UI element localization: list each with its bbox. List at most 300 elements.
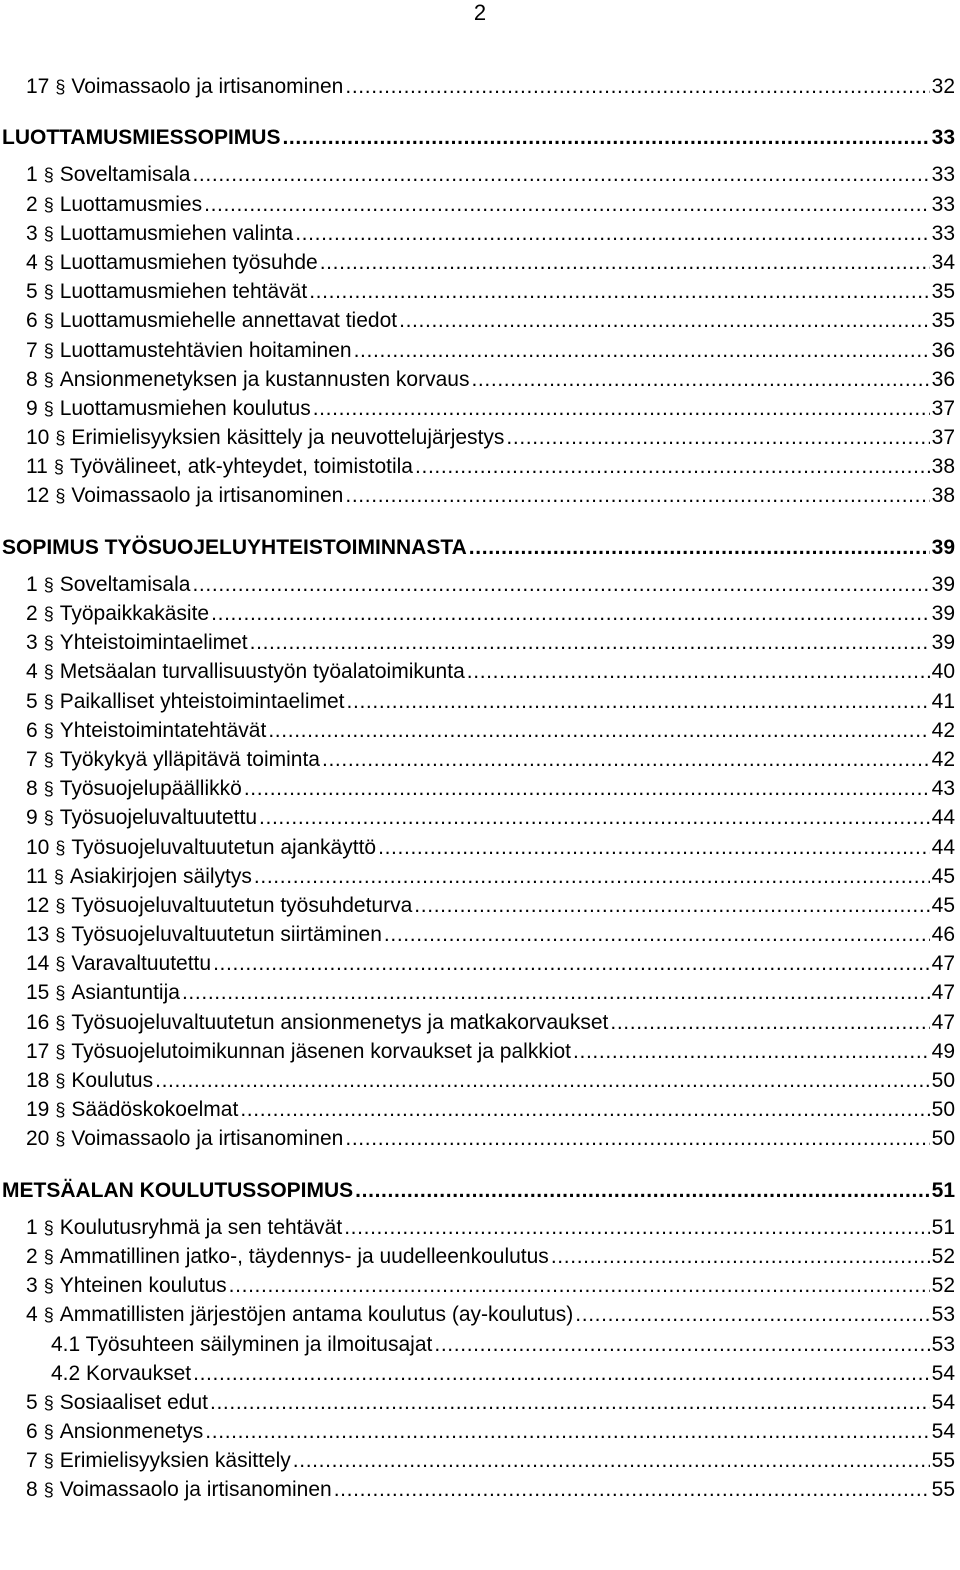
- section-sign-icon: §: [55, 1012, 66, 1033]
- toc-page-number: 53: [931, 1332, 955, 1356]
- toc-page-number: 42: [931, 718, 955, 742]
- section-sign-icon: §: [55, 428, 66, 449]
- dot-leader: [192, 160, 929, 189]
- dot-leader: [334, 1475, 930, 1504]
- section-number: 1: [26, 163, 38, 187]
- section-number: 17: [26, 75, 50, 98]
- toc-entry[interactable]: [0, 833, 960, 862]
- toc-entry-label: [26, 1242, 549, 1272]
- toc-entry-label: [26, 1417, 203, 1447]
- section-sign-icon: §: [43, 691, 54, 712]
- toc-entry-title: Työsuojeluvaltuutetun siirtäminen: [71, 923, 382, 947]
- section-number: 10: [26, 835, 50, 859]
- section-sign-icon: §: [55, 925, 66, 946]
- toc-page-number: 55: [931, 1478, 955, 1502]
- toc-page-number: 37: [931, 426, 955, 450]
- section-number: 1: [26, 572, 38, 596]
- toc-entry[interactable]: [0, 336, 960, 365]
- toc-entry-label: [26, 1475, 332, 1505]
- section-number: 2: [26, 1244, 38, 1268]
- toc-entry[interactable]: [0, 394, 960, 423]
- toc-entry-title: Soveltamisala: [59, 163, 191, 187]
- section-number: 6: [26, 309, 38, 333]
- dot-leader: [347, 687, 930, 716]
- toc-entry-label: [26, 833, 376, 863]
- toc-entry-label: [26, 862, 252, 892]
- toc-entry-label: [51, 1359, 191, 1388]
- dot-leader: [229, 1271, 930, 1300]
- toc-page-number: 50: [931, 1098, 955, 1122]
- toc-entry-label: [26, 306, 397, 336]
- toc-heading[interactable]: [0, 533, 960, 562]
- toc-entry-label: [26, 277, 307, 307]
- toc-entry-label: [26, 248, 318, 278]
- dot-leader: [313, 394, 930, 423]
- toc-entry-label: [26, 1388, 208, 1418]
- section-sign-icon: §: [43, 604, 54, 624]
- section-number: 19: [26, 1098, 50, 1122]
- subsection-number: 4.1: [51, 1332, 86, 1356]
- toc-page-number: 33: [931, 126, 955, 150]
- toc-entry-title: Voimassaolo ja irtisanominen: [59, 1478, 332, 1502]
- section-sign-icon: §: [43, 574, 54, 595]
- toc-entry-title: METSÄALAN KOULUTUSSOPIMUS: [2, 1178, 354, 1202]
- dot-leader: [205, 1417, 929, 1446]
- toc-entry-label: [26, 365, 469, 395]
- toc-entry-title: Koulutus: [71, 1069, 154, 1092]
- dot-leader: [282, 123, 929, 152]
- section-sign-icon: §: [43, 311, 54, 332]
- section-sign-icon: §: [55, 983, 66, 1004]
- toc-entry-label: [26, 160, 190, 190]
- section-number: 11: [26, 455, 48, 479]
- toc-entry-label: [26, 423, 504, 453]
- section-number: 10: [26, 426, 50, 450]
- dot-leader: [295, 219, 929, 248]
- toc-entry-title: SOPIMUS TYÖSUOJELUYHTEISTOIMINNASTA: [2, 535, 467, 559]
- section-number: 4: [26, 1303, 38, 1327]
- section-sign-icon: §: [43, 1276, 54, 1297]
- toc-entry-label: [51, 1330, 432, 1359]
- toc-entry-title: Työsuojelutoimikunnan jäsenen korvaukset ja palkkiot: [71, 1039, 571, 1063]
- dot-leader: [211, 599, 930, 628]
- section-sign-icon: §: [43, 1246, 54, 1267]
- dot-leader: [254, 862, 930, 891]
- section-number: 11: [26, 864, 48, 888]
- toc-heading[interactable]: [0, 1176, 960, 1205]
- toc-page-number: 45: [931, 893, 955, 917]
- toc-page-number: 54: [931, 1361, 955, 1385]
- toc-entry-title: Luottamusmiehen koulutus: [59, 396, 311, 420]
- toc-entry-label: [26, 1124, 343, 1154]
- toc-entry[interactable]: [0, 1388, 960, 1417]
- toc-page-number: 47: [931, 1010, 955, 1034]
- toc-entry[interactable]: [0, 160, 960, 189]
- toc-page-number: 38: [931, 455, 955, 479]
- toc-page-number: 52: [931, 1244, 955, 1268]
- toc-page-number: 44: [931, 835, 955, 859]
- toc-entry[interactable]: [0, 277, 960, 306]
- dot-leader: [506, 423, 929, 452]
- toc-page-number: 39: [931, 535, 955, 559]
- toc-entry[interactable]: [0, 978, 960, 1007]
- toc-entry[interactable]: [0, 1037, 960, 1066]
- section-number: 15: [26, 981, 50, 1005]
- toc-page-number: 55: [931, 1449, 955, 1473]
- toc-entry-title: Asiantuntija: [71, 981, 180, 1005]
- toc-page-number: 35: [931, 309, 955, 333]
- toc-entry-label: [26, 803, 257, 833]
- toc-entry[interactable]: [0, 599, 960, 628]
- section-sign-icon: §: [43, 633, 54, 654]
- toc-entry-title: Voimassaolo ja irtisanominen: [71, 75, 344, 98]
- toc-entry[interactable]: [0, 1330, 960, 1359]
- toc-entry-label: [2, 123, 280, 152]
- toc-entry-label: [26, 452, 413, 482]
- dot-leader: [378, 833, 930, 862]
- section-number: 12: [26, 484, 50, 508]
- toc-entry[interactable]: [0, 1095, 960, 1124]
- toc-page-number: 37: [931, 396, 955, 420]
- toc-entry-title: Luottamusmiehelle annettavat tiedot: [59, 309, 398, 333]
- toc-entry[interactable]: [0, 219, 960, 248]
- section-sign-icon: §: [43, 223, 54, 244]
- dot-leader: [399, 306, 930, 335]
- toc-entry-label: [26, 72, 343, 102]
- toc-entry[interactable]: [0, 745, 960, 774]
- toc-entry[interactable]: [0, 365, 960, 394]
- section-number: 7: [26, 338, 38, 362]
- toc-entry-title: Yhteinen koulutus: [59, 1274, 227, 1298]
- section-sign-icon: §: [43, 165, 54, 186]
- toc-entry-label: [26, 1446, 291, 1476]
- toc-entry-title: Ansionmenetys: [59, 1420, 204, 1444]
- toc-entry-label: [26, 745, 320, 775]
- toc-entry-title: Työsuojeluvaltuutettu: [59, 806, 257, 830]
- toc-page-number: 54: [931, 1420, 955, 1444]
- toc-page-number: 39: [931, 602, 955, 625]
- toc-page-number: 52: [931, 1274, 955, 1298]
- section-sign-icon: §: [55, 1100, 66, 1121]
- section-sign-icon: §: [43, 749, 54, 770]
- section-sign-icon: §: [43, 1305, 54, 1326]
- toc-entry[interactable]: [0, 481, 960, 510]
- toc-page-number: 32: [931, 75, 955, 98]
- toc-entry-label: [26, 657, 465, 687]
- toc-entry-label: [26, 1271, 227, 1301]
- toc-page-number: 40: [931, 660, 955, 684]
- toc-entry[interactable]: [0, 1417, 960, 1446]
- dot-leader: [213, 949, 930, 978]
- toc-entry-label: [26, 1066, 153, 1096]
- section-number: 8: [26, 777, 38, 801]
- section-sign-icon: §: [55, 77, 66, 97]
- toc-entry-label: [26, 1037, 571, 1067]
- dot-leader: [384, 920, 930, 949]
- dot-leader: [155, 1066, 930, 1095]
- toc-entry-label: [26, 481, 343, 511]
- section-number: 4: [26, 250, 38, 274]
- toc-entry[interactable]: [0, 1008, 960, 1037]
- section-sign-icon: §: [43, 398, 54, 419]
- toc-entry[interactable]: [0, 716, 960, 745]
- dot-leader: [250, 628, 930, 657]
- toc-page-number: 54: [931, 1390, 955, 1414]
- dot-leader: [345, 72, 929, 101]
- toc-entry-title: Yhteistoimintatehtävät: [59, 718, 267, 742]
- toc-entry-title: Sosiaaliset edut: [59, 1390, 208, 1414]
- section-number: 8: [26, 367, 38, 391]
- toc-entry[interactable]: [0, 570, 960, 599]
- toc-page-number: 33: [931, 192, 955, 216]
- toc-entry[interactable]: [0, 1359, 960, 1388]
- toc-page-number: 47: [931, 981, 955, 1005]
- toc-entry-title: Työsuojeluvaltuutetun ajankäyttö: [71, 835, 377, 859]
- section-number: 9: [26, 396, 38, 420]
- toc-entry-label: [2, 1176, 353, 1205]
- section-number: 17: [26, 1039, 50, 1063]
- toc-entry[interactable]: [0, 657, 960, 686]
- dot-leader: [414, 891, 929, 920]
- toc-entry-title: Yhteistoimintaelimet: [59, 631, 248, 655]
- page-number: 2: [473, 0, 487, 25]
- toc-page-number: 43: [931, 777, 955, 801]
- toc-entry-title: Työsuojeluvaltuutetun ansionmenetys ja matkakorvaukset: [71, 1010, 609, 1034]
- section-number: 3: [26, 631, 38, 655]
- toc-entry[interactable]: [0, 774, 960, 803]
- section-sign-icon: §: [53, 866, 64, 887]
- toc-entry-label: [26, 336, 352, 366]
- toc-entry[interactable]: [0, 1446, 960, 1475]
- toc-entry-title: Soveltamisala: [59, 572, 191, 596]
- toc-entry-label: [26, 920, 382, 950]
- dot-leader: [240, 1095, 929, 1124]
- toc-entry-label: [26, 599, 209, 629]
- toc-entry-title: Voimassaolo ja irtisanominen: [71, 484, 344, 508]
- section-sign-icon: §: [55, 1071, 66, 1091]
- toc-entry-title: Metsäalan turvallisuustyön työalatoimikunta: [59, 660, 465, 684]
- section-sign-icon: §: [55, 837, 66, 858]
- table-of-contents: [0, 72, 960, 1505]
- section-number: 5: [26, 1390, 38, 1414]
- section-sign-icon: §: [43, 779, 54, 800]
- toc-entry-label: [26, 628, 248, 658]
- toc-entry[interactable]: [0, 1213, 960, 1242]
- toc-entry-title: LUOTTAMUSMIESSOPIMUS: [2, 126, 281, 150]
- toc-entry-title: Luottamusmiehen valinta: [59, 221, 294, 245]
- dot-leader: [182, 978, 930, 1007]
- toc-entry-title: Korvaukset: [86, 1361, 192, 1385]
- dot-leader: [244, 774, 930, 803]
- toc-entry-title: Ansionmenetyksen ja kustannusten korvaus: [59, 367, 470, 391]
- dot-leader: [293, 1446, 930, 1475]
- toc-entry[interactable]: [0, 920, 960, 949]
- toc-entry[interactable]: [0, 423, 960, 452]
- section-number: 9: [26, 806, 38, 830]
- toc-entry-label: [2, 533, 467, 562]
- toc-page-number: 35: [931, 280, 955, 304]
- toc-page-number: 46: [931, 923, 955, 947]
- section-number: 18: [26, 1069, 50, 1092]
- toc-entry[interactable]: [0, 248, 960, 277]
- toc-entry-title: Asiakirjojen säilytys: [69, 864, 252, 888]
- dot-leader: [309, 277, 929, 306]
- dot-leader: [345, 481, 929, 510]
- section-sign-icon: §: [43, 252, 54, 273]
- toc-entry[interactable]: [0, 891, 960, 920]
- toc-entry-label: [26, 219, 293, 249]
- section-sign-icon: §: [43, 662, 54, 683]
- dot-leader: [210, 1388, 930, 1417]
- toc-entry-title: Luottamustehtävien hoitaminen: [59, 338, 352, 362]
- dot-leader: [355, 1176, 929, 1205]
- dot-leader: [551, 1242, 930, 1271]
- toc-entry-title: Työsuojelupäällikkö: [59, 777, 242, 801]
- section-sign-icon: §: [43, 369, 54, 390]
- toc-entry-title: Ammatillinen jatko-, täydennys- ja uudelleenkoulutus: [59, 1244, 549, 1268]
- section-number: 4: [26, 660, 38, 684]
- section-number: 8: [26, 1478, 38, 1502]
- subsection-number: 4.2: [51, 1361, 87, 1385]
- toc-entry[interactable]: [0, 1066, 960, 1095]
- toc-entry[interactable]: [0, 628, 960, 657]
- toc-entry-title: Työpaikkakäsite: [59, 602, 210, 625]
- section-sign-icon: §: [55, 486, 66, 507]
- dot-leader: [415, 452, 930, 481]
- toc-entry[interactable]: [0, 1242, 960, 1271]
- toc-entry[interactable]: [0, 1475, 960, 1504]
- toc-entry[interactable]: [0, 1124, 960, 1153]
- dot-leader: [469, 533, 930, 562]
- section-number: 16: [26, 1010, 50, 1034]
- toc-entry-title: Ammatillisten järjestöjen antama koulutus (ay-koulutus): [59, 1303, 574, 1327]
- dot-leader: [268, 716, 929, 745]
- section-number: 5: [26, 280, 38, 304]
- section-number: 12: [26, 893, 50, 917]
- toc-entry-title: Erimielisyyksien käsittely: [59, 1449, 291, 1473]
- toc-entry-label: [26, 1300, 573, 1330]
- section-number: 3: [26, 1274, 38, 1298]
- section-number: 2: [26, 192, 38, 216]
- toc-entry-label: [26, 1008, 608, 1038]
- toc-entry-title: Työsuojeluvaltuutetun työsuhdeturva: [71, 893, 413, 917]
- toc-page-number: 45: [931, 864, 955, 888]
- toc-page-number: 33: [931, 221, 955, 245]
- toc-entry-title: Paikalliset yhteistoimintaelimet: [59, 689, 345, 713]
- toc-entry-title: Voimassaolo ja irtisanominen: [71, 1127, 344, 1151]
- toc-entry-label: [26, 949, 211, 979]
- dot-leader: [193, 1359, 930, 1388]
- section-sign-icon: §: [43, 720, 54, 741]
- toc-entry-title: Luottamusmiehen tehtävät: [59, 280, 308, 304]
- section-number: 2: [26, 602, 38, 625]
- toc-entry[interactable]: [0, 862, 960, 891]
- dot-leader: [320, 248, 930, 277]
- toc-entry[interactable]: [0, 803, 960, 832]
- toc-page-number: 51: [931, 1178, 955, 1202]
- dot-leader: [322, 745, 930, 774]
- toc-entry[interactable]: [0, 687, 960, 716]
- section-sign-icon: §: [43, 1217, 54, 1238]
- section-number: 7: [26, 747, 38, 771]
- section-number: 14: [26, 952, 50, 976]
- toc-entry-title: Työvälineet, atk-yhteydet, toimistotila: [69, 455, 413, 479]
- toc-entry-label: [26, 687, 345, 717]
- toc-page-number: 50: [931, 1069, 955, 1092]
- dot-leader: [192, 570, 929, 599]
- toc-entry-label: [26, 716, 266, 746]
- toc-entry[interactable]: [0, 949, 960, 978]
- toc-entry-label: [26, 891, 412, 921]
- toc-page-number: 51: [931, 1215, 955, 1239]
- toc-entry-label: [26, 774, 242, 804]
- toc-entry[interactable]: [0, 1300, 960, 1329]
- dot-leader: [204, 190, 930, 219]
- section-sign-icon: §: [55, 1041, 66, 1062]
- dot-leader: [467, 657, 930, 686]
- dot-leader: [434, 1330, 929, 1359]
- dot-leader: [354, 336, 930, 365]
- toc-page-number: 36: [931, 338, 955, 362]
- toc-page-number: 47: [931, 952, 955, 976]
- toc-entry-label: [26, 1095, 238, 1125]
- dot-leader: [573, 1037, 930, 1066]
- section-sign-icon: §: [43, 340, 54, 361]
- dot-leader: [344, 1213, 929, 1242]
- section-sign-icon: §: [43, 1451, 54, 1472]
- dot-leader: [259, 803, 930, 832]
- toc-entry[interactable]: [0, 190, 960, 219]
- toc-page-number: 33: [931, 163, 955, 187]
- toc-entry[interactable]: [0, 452, 960, 481]
- toc-page-number: 44: [931, 806, 955, 830]
- toc-page-number: 39: [931, 572, 955, 596]
- section-sign-icon: §: [43, 1392, 54, 1413]
- dot-leader: [471, 365, 929, 394]
- toc-entry-title: Luottamusmiehen työsuhde: [59, 250, 318, 274]
- toc-entry[interactable]: [0, 306, 960, 335]
- toc-entry-label: [26, 394, 311, 424]
- section-number: 20: [26, 1127, 50, 1151]
- toc-entry-title: Säädöskokoelmat: [71, 1098, 239, 1122]
- section-sign-icon: §: [43, 1480, 54, 1501]
- toc-page-number: 34: [931, 250, 955, 274]
- toc-page-number: 41: [931, 689, 955, 713]
- section-number: 6: [26, 1420, 38, 1444]
- toc-page-number: 50: [931, 1127, 955, 1151]
- section-sign-icon: §: [55, 954, 66, 975]
- toc-heading[interactable]: [0, 123, 960, 152]
- section-sign-icon: §: [43, 1422, 54, 1443]
- toc-entry-label: [26, 570, 190, 600]
- section-number: 1: [26, 1215, 38, 1239]
- toc-entry-label: [26, 1213, 342, 1243]
- dot-leader: [575, 1300, 929, 1329]
- toc-entry-title: Luottamusmies: [59, 192, 203, 216]
- dot-leader: [345, 1124, 929, 1153]
- toc-entry-title: Työsuhteen säilyminen ja ilmoitusajat: [85, 1332, 433, 1356]
- section-sign-icon: §: [43, 194, 54, 215]
- section-number: 3: [26, 221, 38, 245]
- toc-entry-title: Työkykyä ylläpitävä toiminta: [59, 747, 320, 771]
- section-sign-icon: §: [55, 895, 66, 916]
- section-number: 7: [26, 1449, 38, 1473]
- toc-entry-label: [26, 978, 180, 1008]
- toc-entry[interactable]: [0, 72, 960, 101]
- toc-entry[interactable]: [0, 1271, 960, 1300]
- section-sign-icon: §: [43, 808, 54, 829]
- toc-entry-title: Erimielisyyksien käsittely ja neuvottelujärjestys: [71, 426, 505, 450]
